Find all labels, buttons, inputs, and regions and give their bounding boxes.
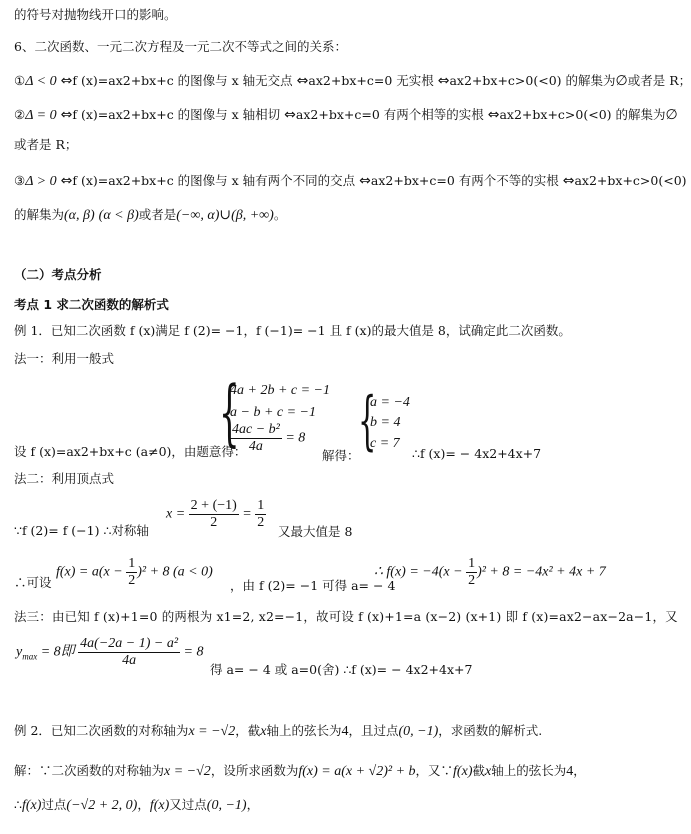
circled-number: ① [14,73,26,88]
formula-text: )² + 8 (a < 0) [137,564,213,580]
statement-text: ∴可设 [14,575,52,590]
solution-text: 解：∵二次函数的对称轴为 [14,763,165,778]
formula-text: f(x) [21,798,42,813]
statement-text: 的解集为 [14,207,65,222]
solution-text: 过点 [41,797,67,812]
text-line [14,6,177,24]
fraction-denominator: 4a [248,439,263,454]
result-text: ∴f (x)= − 4x2+4x+7 [412,446,542,461]
iff-arrow-icon: ⇔ [60,107,73,123]
left-brace-icon: { [358,384,377,458]
equation-rhs: = 8 [285,430,306,446]
result-text: 得 a= − 4 或 a=0(舍) ∴f (x)= − 4x2+4x+7 [210,662,473,677]
delta-condition: Δ < 0 [25,74,57,89]
fraction-numerator: 2 + (−1) [190,498,237,513]
statement-text: 。 [273,207,287,222]
iff-arrow-icon: ⇔ [60,73,73,89]
condition-line-3 [14,172,687,191]
iff-arrow-icon: ⇔ [284,107,296,123]
left-brace-icon: { [219,370,240,454]
fraction-numerator: 1 [257,498,265,513]
text-line [14,136,77,154]
solution-line [14,762,586,781]
axis-formula [166,498,266,531]
fraction-numerator: 4ac − b² [232,422,280,437]
empty-set-symbol: ∅ [615,74,628,89]
iff-arrow-icon: ⇔ [487,107,500,123]
section-heading-text: （二）考点分析 [14,267,102,282]
statement-text: ax2+bx+c=0 无实根 [308,73,434,88]
method-heading [14,470,114,488]
formula-text: f(x) [453,764,473,779]
statement-text: 又最大值是 8 [278,524,353,539]
formula-text: x [260,724,267,739]
statement-text: ax2+bx+c=0 有两个相等的实根 [295,107,484,122]
vertex-form-formula [56,556,213,589]
formula-text: 4 [341,724,349,739]
formula-text: 4 [566,764,574,779]
statement-text: f (x)=ax2+bx+c 的图像与 x 轴有两个不同的交点 [72,173,356,188]
section-heading [14,266,102,284]
method-text: 法三：由已知 f (x)+1=0 的两根为 x1=2, x2=−1，故可设 f (x)+1=a (x−2) (x+1) 即 f (x)=ax2−ax−2a−1，又 [14,609,678,624]
iff-arrow-icon: ⇔ [562,173,575,189]
statement-text: 解得： [322,448,360,463]
circled-number: ③ [14,173,26,188]
statement-text: ∵f (2)= f (−1) ∴对称轴 [14,523,149,538]
example-text: 轴上的弦长为 [266,723,342,738]
condition-line-2 [14,106,678,125]
formula-text: f(x) = a(x − [56,564,123,580]
formula-text: = 8即 [40,644,75,660]
fraction-denominator: 2 [468,573,476,588]
statement-text: ax2+bx+c=0 有两个不等的实根 [370,173,559,188]
text-line [14,206,286,225]
formula-text: f(x) [149,798,170,813]
statement-text: 或者是 [138,207,177,222]
solution-text: ， [573,763,586,778]
formula-text: x = [166,506,186,522]
solution-text: 又过点 [169,797,207,812]
topic-heading-text: 考点 1 求二次函数的解析式 [14,297,169,312]
method-heading [14,350,114,368]
empty-set-symbol: ∅ [665,108,678,123]
solution-value: a = −4 [370,395,410,410]
method-text: 法一：利用一般式 [14,351,115,366]
example-text: ，求函数的解析式. [438,723,543,738]
fraction-denominator: 2 [128,573,136,588]
example-text: 例 2．已知二次函数的对称轴为 [14,723,189,738]
example-text: ，截 [235,723,261,738]
formula-text: x [485,764,492,779]
statement-text: 或者是 R； [14,137,78,152]
topic-heading [14,296,169,314]
example-1 [14,322,571,340]
fraction-numerator: 1 [468,556,476,571]
iff-arrow-icon: ⇔ [60,173,73,189]
solution-text: 轴上的弦长为 [491,763,567,778]
solution-value: c = 7 [370,436,400,451]
iff-arrow-icon: ⇔ [359,173,371,189]
fraction-denominator: 4a [122,653,137,668]
formula-text: (0, −1) [398,724,439,739]
interval-union-expression: (−∞, α)∪(β, +∞) [176,208,274,223]
iff-arrow-icon: ⇔ [296,73,309,89]
method-3-text [14,608,678,626]
statement-text: 设 f (x)=ax2+bx+c (a≠0)，由题意得： [14,444,247,459]
solution-text: ， [246,797,260,812]
text-line [14,574,52,592]
method-text: 法二：利用顶点式 [14,471,115,486]
condition-line-1 [14,72,691,91]
equation: 4a + 2b + c = −1 [230,383,331,398]
solution-value: b = 4 [370,415,401,430]
delta-condition: Δ = 0 [25,108,57,123]
section-item-heading: 6、二次函数、一元二次方程及一元二次不等式之间的关系： [14,39,347,54]
solution-text: ， [137,797,150,812]
inequality-expression: (α < β) [98,208,139,223]
formula-text: = [242,506,252,522]
delta-condition: Δ > 0 [25,174,57,189]
statement-text: ax2+bx+c>0(<0) 的解集为 [449,73,616,88]
example-2 [14,722,542,741]
statement-text: f (x)=ax2+bx+c 的图像与 x 轴相切 [72,107,281,122]
circled-number: ② [14,107,26,122]
statement-text: 或者是 R； [627,73,691,88]
result-formula [374,556,606,589]
formula-text: ∴ f(x) = −4(x − [374,564,463,580]
solution-text: 截 [472,763,485,778]
fraction-numerator: 1 [128,556,136,571]
text-line [14,522,149,540]
formula-text: (0, −1) [206,798,247,813]
fraction-denominator: 2 [210,515,218,530]
statement-text: ax2+bx+c>0(<0) [574,173,687,188]
formula-text: y [16,644,23,660]
statement-text: ax2+bx+c>0(<0) 的解集为 [499,107,666,122]
formula-text: f(x) = a(x + √2)² + b [298,764,416,779]
text-line [14,38,347,56]
text-line [14,443,246,461]
fraction-numerator: 4a(−2a − 1) − a² [80,636,179,651]
formula-text: (−√2 + 2, 0) [66,798,138,813]
formula-text: x = −√2 [188,724,236,739]
statement-text: ，由 f (2)= −1 可得 a= − 4 [230,578,396,593]
equation: a − b + c = −1 [230,405,317,420]
formula-text: )² + 8 = −4x² + 4x + 7 [477,564,606,580]
subscript: max [22,651,38,662]
solution-text: ，设所求函数为 [210,763,299,778]
max-formula [16,636,204,669]
solution-text: ∴ [14,797,22,812]
solution-line [14,796,259,815]
fraction-denominator: 2 [257,515,265,530]
solution-text: ，又∵ [415,763,454,778]
interval-expression: (α, β) [64,208,95,223]
example-text: 例 1．已知二次函数 f (x)满足 f (2)= −1，f (−1)= −1 且 f (x)的最大值是 8，试确定此二次函数。 [14,323,571,338]
statement-text: f (x)=ax2+bx+c 的图像与 x 轴无交点 [72,73,293,88]
example-text: ，且过点 [348,723,399,738]
formula-text: = 8 [183,644,204,660]
iff-arrow-icon: ⇔ [437,73,450,89]
formula-text: x = −√2 [164,764,211,779]
paragraph-text: 的符号对抛物线开口的影响。 [14,7,177,22]
